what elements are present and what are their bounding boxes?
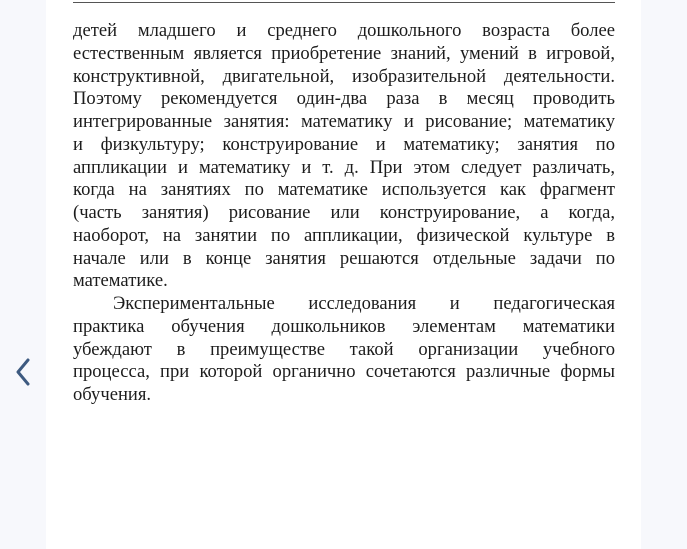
text-line: конструктивной, двигательной, изобразительной деятельности. — [73, 65, 615, 87]
text-line: и физкультуру; конструирование и математику; занятия по — [73, 133, 615, 155]
document-page — [46, 0, 641, 549]
text-line: наоборот, на занятии по аппликации, физической культуре в — [73, 224, 615, 246]
text-line: убеждают в преимуществе такой организации учебного — [73, 338, 615, 360]
header-rule — [73, 2, 615, 3]
previous-page-button[interactable] — [8, 354, 38, 390]
text-line: Экспериментальные исследования и педагогическая — [113, 293, 615, 314]
text-line: Поэтому рекомендуется один-два раза в месяц проводить — [73, 88, 615, 110]
text-line: процесса, при которой органично сочетаются различные формы — [73, 361, 615, 383]
text-line: аппликации и математику и т. д. При этом следует различать, — [73, 156, 615, 178]
chevron-left-icon — [15, 358, 31, 386]
text-line: естественным является приобретение знаний, умений в игровой, — [73, 42, 615, 64]
text-line: (часть занятия) рисование или конструирование, а когда, — [73, 202, 615, 223]
text-line: детей младшего и среднего дошкольного возраста более — [73, 20, 615, 41]
page-text — [73, 20, 615, 407]
text-line: интегрированные занятия: математику и рисование; математику — [73, 111, 615, 132]
text-line: когда на занятиях по математике используется как фрагмент — [73, 179, 615, 201]
text-line: практика обучения дошкольников элементам математики — [73, 315, 615, 337]
text-line: начале или в конце занятия решаются отдельные задачи по — [73, 247, 615, 269]
text-line: математике. — [73, 270, 168, 292]
text-line: обучения. — [73, 384, 152, 405]
